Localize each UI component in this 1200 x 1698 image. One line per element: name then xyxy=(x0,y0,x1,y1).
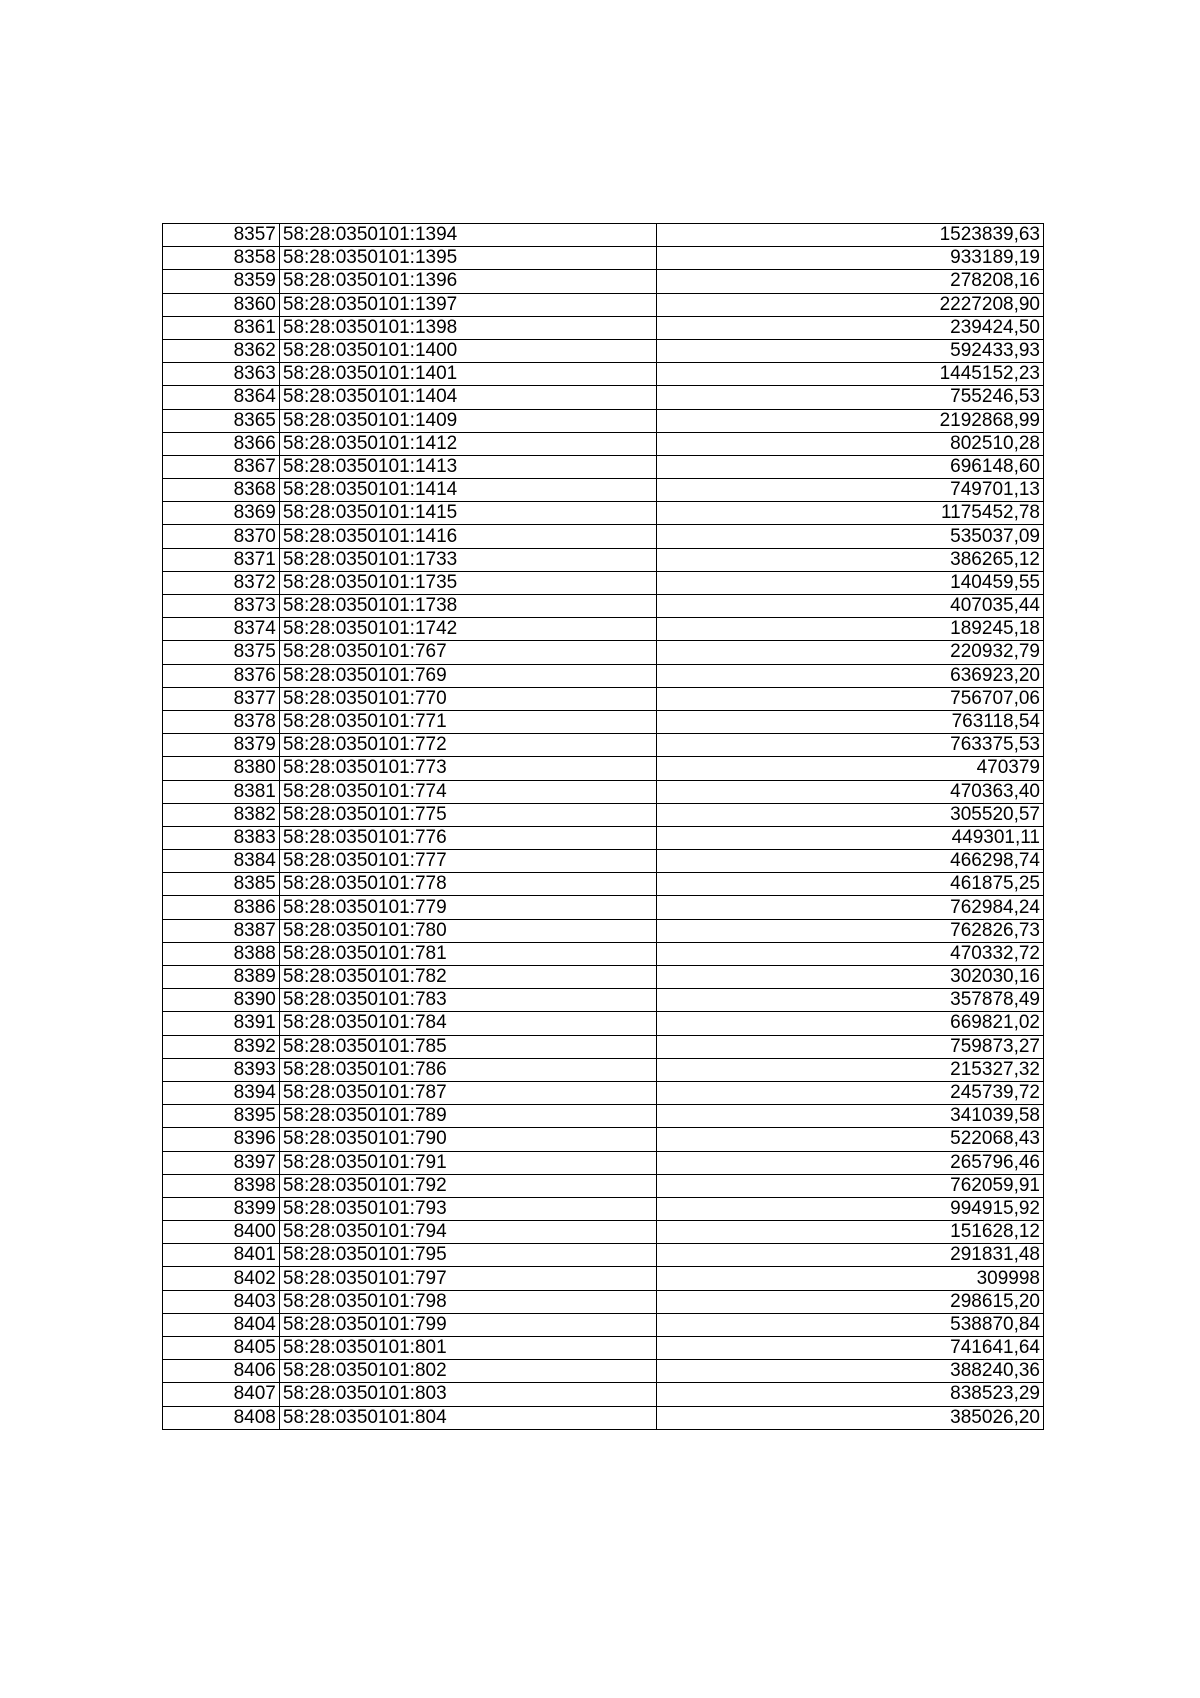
cadastral-number-cell: 58:28:0350101:1414 xyxy=(279,479,656,502)
row-number-cell: 8362 xyxy=(163,339,280,362)
table-row xyxy=(163,293,1044,316)
table-row xyxy=(163,873,1044,896)
cadastral-number-cell: 58:28:0350101:786 xyxy=(279,1058,656,1081)
cadastral-value-cell: 994915,92 xyxy=(656,1197,1044,1220)
cadastral-value-cell: 302030,16 xyxy=(656,966,1044,989)
row-number-cell: 8407 xyxy=(163,1383,280,1406)
row-number-cell: 8385 xyxy=(163,873,280,896)
row-number-cell: 8392 xyxy=(163,1035,280,1058)
row-number-cell: 8382 xyxy=(163,803,280,826)
cadastral-value-cell: 357878,49 xyxy=(656,989,1044,1012)
cadastral-value-cell: 309998 xyxy=(656,1267,1044,1290)
cadastral-value-cell: 522068,43 xyxy=(656,1128,1044,1151)
cadastral-value-cell: 341039,58 xyxy=(656,1105,1044,1128)
row-number-cell: 8394 xyxy=(163,1081,280,1104)
cadastral-value-cell: 1175452,78 xyxy=(656,502,1044,525)
cadastral-value-cell: 669821,02 xyxy=(656,1012,1044,1035)
table-row xyxy=(163,1313,1044,1336)
row-number-cell: 8391 xyxy=(163,1012,280,1035)
cadastral-number-cell: 58:28:0350101:792 xyxy=(279,1174,656,1197)
table-row xyxy=(163,850,1044,873)
cadastral-value-cell: 749701,13 xyxy=(656,479,1044,502)
table-row xyxy=(163,687,1044,710)
table-row xyxy=(163,386,1044,409)
table-row xyxy=(163,641,1044,664)
cadastral-number-cell: 58:28:0350101:769 xyxy=(279,664,656,687)
cadastral-value-cell: 449301,11 xyxy=(656,826,1044,849)
cadastral-number-cell: 58:28:0350101:1412 xyxy=(279,432,656,455)
row-number-cell: 8387 xyxy=(163,919,280,942)
row-number-cell: 8359 xyxy=(163,270,280,293)
cadastral-number-cell: 58:28:0350101:775 xyxy=(279,803,656,826)
cadastral-value-cell: 933189,19 xyxy=(656,247,1044,270)
row-number-cell: 8373 xyxy=(163,595,280,618)
cadastral-number-cell: 58:28:0350101:1413 xyxy=(279,455,656,478)
cadastral-number-cell: 58:28:0350101:803 xyxy=(279,1383,656,1406)
cadastral-value-cell: 305520,57 xyxy=(656,803,1044,826)
cadastral-value-cell: 2192868,99 xyxy=(656,409,1044,432)
row-number-cell: 8384 xyxy=(163,850,280,873)
cadastral-number-cell: 58:28:0350101:798 xyxy=(279,1290,656,1313)
cadastral-value-cell: 755246,53 xyxy=(656,386,1044,409)
row-number-cell: 8358 xyxy=(163,247,280,270)
cadastral-value-cell: 386265,12 xyxy=(656,548,1044,571)
cadastral-value-cell: 140459,55 xyxy=(656,571,1044,594)
row-number-cell: 8376 xyxy=(163,664,280,687)
table-row xyxy=(163,479,1044,502)
cadastral-number-cell: 58:28:0350101:770 xyxy=(279,687,656,710)
cadastral-value-cell: 278208,16 xyxy=(656,270,1044,293)
table-row xyxy=(163,1244,1044,1267)
cadastral-value-cell: 802510,28 xyxy=(656,432,1044,455)
cadastral-value-cell: 636923,20 xyxy=(656,664,1044,687)
table-row xyxy=(163,1128,1044,1151)
cadastral-number-cell: 58:28:0350101:772 xyxy=(279,734,656,757)
table-row xyxy=(163,1012,1044,1035)
cadastral-number-cell: 58:28:0350101:1400 xyxy=(279,339,656,362)
cadastral-number-cell: 58:28:0350101:1404 xyxy=(279,386,656,409)
table-row xyxy=(163,1360,1044,1383)
row-number-cell: 8395 xyxy=(163,1105,280,1128)
cadastral-value-cell: 388240,36 xyxy=(656,1360,1044,1383)
table-row xyxy=(163,270,1044,293)
row-number-cell: 8404 xyxy=(163,1313,280,1336)
cadastral-number-cell: 58:28:0350101:1733 xyxy=(279,548,656,571)
cadastral-value-cell: 151628,12 xyxy=(656,1221,1044,1244)
table-body xyxy=(163,224,1044,1430)
row-number-cell: 8402 xyxy=(163,1267,280,1290)
cadastral-number-cell: 58:28:0350101:783 xyxy=(279,989,656,1012)
table-row xyxy=(163,780,1044,803)
table-row xyxy=(163,548,1044,571)
table-row xyxy=(163,595,1044,618)
cadastral-value-cell: 696148,60 xyxy=(656,455,1044,478)
table-row xyxy=(163,757,1044,780)
row-number-cell: 8403 xyxy=(163,1290,280,1313)
cadastral-number-cell: 58:28:0350101:1735 xyxy=(279,571,656,594)
row-number-cell: 8379 xyxy=(163,734,280,757)
row-number-cell: 8399 xyxy=(163,1197,280,1220)
cadastral-value-cell: 592433,93 xyxy=(656,339,1044,362)
cadastral-number-cell: 58:28:0350101:773 xyxy=(279,757,656,780)
cadastral-number-cell: 58:28:0350101:787 xyxy=(279,1081,656,1104)
table-row xyxy=(163,1267,1044,1290)
cadastral-value-cell: 385026,20 xyxy=(656,1406,1044,1429)
cadastral-value-cell: 762826,73 xyxy=(656,919,1044,942)
table-row xyxy=(163,1151,1044,1174)
cadastral-number-cell: 58:28:0350101:1394 xyxy=(279,224,656,247)
cadastral-value-cell: 407035,44 xyxy=(656,595,1044,618)
cadastral-number-cell: 58:28:0350101:791 xyxy=(279,1151,656,1174)
row-number-cell: 8374 xyxy=(163,618,280,641)
row-number-cell: 8397 xyxy=(163,1151,280,1174)
row-number-cell: 8368 xyxy=(163,479,280,502)
cadastral-number-cell: 58:28:0350101:795 xyxy=(279,1244,656,1267)
table-row xyxy=(163,1290,1044,1313)
cadastral-number-cell: 58:28:0350101:777 xyxy=(279,850,656,873)
cadastral-value-cell: 189245,18 xyxy=(656,618,1044,641)
row-number-cell: 8389 xyxy=(163,966,280,989)
table-row xyxy=(163,224,1044,247)
cadastral-value-cell: 470379 xyxy=(656,757,1044,780)
cadastral-number-cell: 58:28:0350101:1742 xyxy=(279,618,656,641)
cadastral-number-cell: 58:28:0350101:799 xyxy=(279,1313,656,1336)
table-row xyxy=(163,1081,1044,1104)
cadastral-number-cell: 58:28:0350101:802 xyxy=(279,1360,656,1383)
table-row xyxy=(163,919,1044,942)
row-number-cell: 8400 xyxy=(163,1221,280,1244)
cadastral-value-cell: 265796,46 xyxy=(656,1151,1044,1174)
cadastral-number-cell: 58:28:0350101:789 xyxy=(279,1105,656,1128)
table-row xyxy=(163,502,1044,525)
row-number-cell: 8360 xyxy=(163,293,280,316)
table-row xyxy=(163,1221,1044,1244)
cadastral-number-cell: 58:28:0350101:804 xyxy=(279,1406,656,1429)
row-number-cell: 8366 xyxy=(163,432,280,455)
row-number-cell: 8396 xyxy=(163,1128,280,1151)
row-number-cell: 8405 xyxy=(163,1337,280,1360)
cadastral-number-cell: 58:28:0350101:780 xyxy=(279,919,656,942)
cadastral-value-cell: 2227208,90 xyxy=(656,293,1044,316)
row-number-cell: 8381 xyxy=(163,780,280,803)
row-number-cell: 8372 xyxy=(163,571,280,594)
cadastral-number-cell: 58:28:0350101:790 xyxy=(279,1128,656,1151)
table-row xyxy=(163,363,1044,386)
row-number-cell: 8378 xyxy=(163,710,280,733)
cadastral-value-cell: 466298,74 xyxy=(656,850,1044,873)
row-number-cell: 8377 xyxy=(163,687,280,710)
row-number-cell: 8406 xyxy=(163,1360,280,1383)
table-row xyxy=(163,942,1044,965)
cadastral-value-cell: 538870,84 xyxy=(656,1313,1044,1336)
cadastral-number-cell: 58:28:0350101:778 xyxy=(279,873,656,896)
cadastral-value-cell: 535037,09 xyxy=(656,525,1044,548)
cadastral-number-cell: 58:28:0350101:1409 xyxy=(279,409,656,432)
cadastral-value-cell: 762984,24 xyxy=(656,896,1044,919)
cadastral-value-table xyxy=(162,223,1044,1430)
cadastral-number-cell: 58:28:0350101:1416 xyxy=(279,525,656,548)
cadastral-value-cell: 298615,20 xyxy=(656,1290,1044,1313)
cadastral-number-cell: 58:28:0350101:1397 xyxy=(279,293,656,316)
cadastral-number-cell: 58:28:0350101:781 xyxy=(279,942,656,965)
cadastral-number-cell: 58:28:0350101:794 xyxy=(279,1221,656,1244)
table-row xyxy=(163,710,1044,733)
cadastral-number-cell: 58:28:0350101:767 xyxy=(279,641,656,664)
table-row xyxy=(163,1383,1044,1406)
table-row xyxy=(163,1035,1044,1058)
cadastral-value-cell: 461875,25 xyxy=(656,873,1044,896)
cadastral-value-cell: 762059,91 xyxy=(656,1174,1044,1197)
row-number-cell: 8361 xyxy=(163,316,280,339)
row-number-cell: 8390 xyxy=(163,989,280,1012)
row-number-cell: 8401 xyxy=(163,1244,280,1267)
table-row xyxy=(163,966,1044,989)
cadastral-value-cell: 470332,72 xyxy=(656,942,1044,965)
table-row xyxy=(163,571,1044,594)
cadastral-value-cell: 756707,06 xyxy=(656,687,1044,710)
cadastral-value-cell: 291831,48 xyxy=(656,1244,1044,1267)
cadastral-value-cell: 470363,40 xyxy=(656,780,1044,803)
cadastral-value-cell: 763375,53 xyxy=(656,734,1044,757)
row-number-cell: 8367 xyxy=(163,455,280,478)
cadastral-value-cell: 838523,29 xyxy=(656,1383,1044,1406)
table-row xyxy=(163,339,1044,362)
cadastral-number-cell: 58:28:0350101:1396 xyxy=(279,270,656,293)
row-number-cell: 8375 xyxy=(163,641,280,664)
cadastral-number-cell: 58:28:0350101:774 xyxy=(279,780,656,803)
row-number-cell: 8408 xyxy=(163,1406,280,1429)
table-row xyxy=(163,803,1044,826)
table-row xyxy=(163,1105,1044,1128)
cadastral-value-cell: 215327,32 xyxy=(656,1058,1044,1081)
table-row xyxy=(163,455,1044,478)
cadastral-value-cell: 1523839,63 xyxy=(656,224,1044,247)
table-row xyxy=(163,826,1044,849)
table-row xyxy=(163,1406,1044,1429)
cadastral-number-cell: 58:28:0350101:776 xyxy=(279,826,656,849)
cadastral-number-cell: 58:28:0350101:1738 xyxy=(279,595,656,618)
row-number-cell: 8365 xyxy=(163,409,280,432)
cadastral-number-cell: 58:28:0350101:801 xyxy=(279,1337,656,1360)
cadastral-number-cell: 58:28:0350101:782 xyxy=(279,966,656,989)
table-row xyxy=(163,1197,1044,1220)
cadastral-number-cell: 58:28:0350101:1398 xyxy=(279,316,656,339)
table-row xyxy=(163,664,1044,687)
table-row xyxy=(163,247,1044,270)
cadastral-number-cell: 58:28:0350101:797 xyxy=(279,1267,656,1290)
cadastral-number-cell: 58:28:0350101:793 xyxy=(279,1197,656,1220)
row-number-cell: 8369 xyxy=(163,502,280,525)
row-number-cell: 8386 xyxy=(163,896,280,919)
cadastral-number-cell: 58:28:0350101:784 xyxy=(279,1012,656,1035)
cadastral-value-cell: 763118,54 xyxy=(656,710,1044,733)
table-row xyxy=(163,525,1044,548)
cadastral-number-cell: 58:28:0350101:1401 xyxy=(279,363,656,386)
cadastral-number-cell: 58:28:0350101:785 xyxy=(279,1035,656,1058)
cadastral-value-cell: 245739,72 xyxy=(656,1081,1044,1104)
row-number-cell: 8393 xyxy=(163,1058,280,1081)
table-row xyxy=(163,1058,1044,1081)
row-number-cell: 8363 xyxy=(163,363,280,386)
table-row xyxy=(163,989,1044,1012)
row-number-cell: 8370 xyxy=(163,525,280,548)
table-row xyxy=(163,432,1044,455)
cadastral-number-cell: 58:28:0350101:1415 xyxy=(279,502,656,525)
row-number-cell: 8357 xyxy=(163,224,280,247)
table-row xyxy=(163,734,1044,757)
table-row xyxy=(163,1337,1044,1360)
cadastral-value-cell: 1445152,23 xyxy=(656,363,1044,386)
row-number-cell: 8398 xyxy=(163,1174,280,1197)
row-number-cell: 8383 xyxy=(163,826,280,849)
table-row xyxy=(163,896,1044,919)
cadastral-number-cell: 58:28:0350101:1395 xyxy=(279,247,656,270)
cadastral-number-cell: 58:28:0350101:771 xyxy=(279,710,656,733)
cadastral-value-cell: 239424,50 xyxy=(656,316,1044,339)
row-number-cell: 8380 xyxy=(163,757,280,780)
table-row xyxy=(163,1174,1044,1197)
row-number-cell: 8364 xyxy=(163,386,280,409)
table-row xyxy=(163,316,1044,339)
cadastral-value-cell: 220932,79 xyxy=(656,641,1044,664)
row-number-cell: 8371 xyxy=(163,548,280,571)
table-row xyxy=(163,409,1044,432)
cadastral-number-cell: 58:28:0350101:779 xyxy=(279,896,656,919)
cadastral-value-cell: 759873,27 xyxy=(656,1035,1044,1058)
row-number-cell: 8388 xyxy=(163,942,280,965)
table-row xyxy=(163,618,1044,641)
cadastral-value-cell: 741641,64 xyxy=(656,1337,1044,1360)
